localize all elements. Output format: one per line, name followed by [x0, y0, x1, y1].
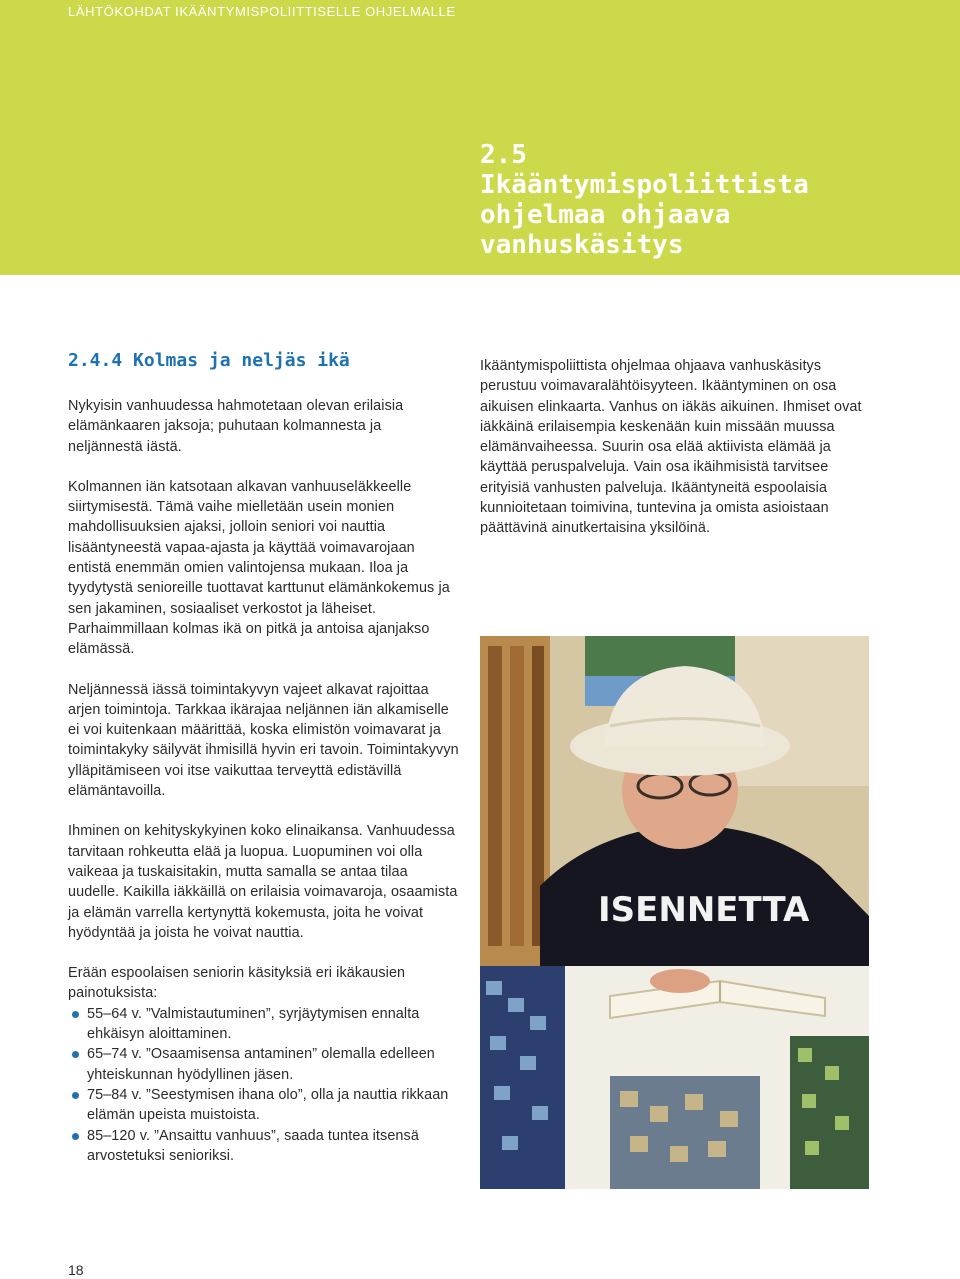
- list-item-text: 65–74 v. ”Osaamisensa antaminen” olemalla edelleen yhteiskunnan hyödyllinen jäsen.: [87, 1046, 435, 1083]
- body-paragraph: Ikääntymispoliittista ohjelmaa ohjaava vanhuskäsitys perustuu voimavaralähtöisyyteen. Ikääntyminen on osa aikuisen elinkaarta. Vanhus on iäkäs aikuinen. Ihmiset ovat iäkkäinä erilaisempia keskenään kuin missään muussa elämänvaiheessa. Suurin osa elää aktiivista elämää ja käyttää peruspalveluja. Vain osa ikäihmisistä tarvitsee erityisiä vanhusten palveluja. Ikääntyneitä espoolaisia kunnioitetaan toimivina, tuntevina ja omista asioistaan päättävinä ainutkertaisina yksilöinä.: [480, 358, 862, 537]
- age-stage-list: [68, 1004, 460, 1166]
- chapter-title-line: ohjelmaa ohjaava: [480, 200, 731, 230]
- header-banner: [0, 0, 960, 275]
- photo-senior-reading: [480, 636, 869, 1189]
- list-item: [68, 1126, 460, 1167]
- chapter-title-line: vanhuskäsitys: [480, 230, 684, 260]
- list-item: [68, 1085, 460, 1126]
- list-item: [68, 1004, 460, 1045]
- running-header: LÄHTÖKOHDAT IKÄÄNTYMISPOLIITTISELLE OHJELMALLE: [68, 4, 456, 19]
- chapter-title-line: Ikääntymispoliittista: [480, 170, 809, 200]
- shirt-text: ISENNETTA: [598, 890, 810, 930]
- page-number: 18: [68, 1262, 84, 1278]
- section-heading: 2.4.4 Kolmas ja neljäs ikä: [68, 350, 350, 371]
- list-item-text: 55–64 v. ”Valmistautuminen”, syrjäytymisen ennalta ehkäisyn aloittaminen.: [87, 1005, 420, 1043]
- list-item-text: 75–84 v. ”Seestymisen ihana olo”, olla ja nauttia rikkaan elämän upeista muistoista.: [87, 1086, 449, 1124]
- body-paragraph: Kolmannen iän katsotaan alkavan vanhuuseläkkeelle siirtymisestä. Tämä vaihe mielletään usein monien mahdollisuuksien ajaksi, jolloin seniori voi nauttia lisääntyneestä vapaa-ajasta ja käyttää voimavarojaan entistä enemmän omien valintojensa mukaan. Iloa ja tyydytystä senioreille tuottavat karttunut elämänkokemus ja sen jakaminen, sosiaaliset verkostot ja läheiset. Parhaimmillaan kolmas ikä on pitkä ja antoisa ajanjakso elämässä.: [68, 478, 450, 658]
- chapter-title: [480, 140, 809, 260]
- body-paragraph: Ihminen on kehityskykyinen koko elinaikansa. Vanhuudessa tarvitaan rohkeutta elää ja luopua. Luopuminen voi olla vaikeaa ja tuskaisitakin, mutta samalla se antaa tilaa uudelle. Kaikilla iäkkäillä on erilaisia voimavaroja, osaamista ja elämän varrella kertynyttä kokemusta, joita he voivat hyödyntää ja joista he voivat nauttia.: [68, 823, 458, 941]
- photo-illustration: [480, 636, 869, 1189]
- bullet-icon: [72, 1092, 79, 1099]
- bullet-icon: [72, 1051, 79, 1058]
- body-paragraph: Neljännessä iässä toimintakyvyn vajeet alkavat rajoittaa arjen toimintoja. Tarkkaa ikärajaa neljännen iän alkamiselle ei voi kuitenkaan määrittää, koska elimistön voimavarat ja toimintakyky säilyvät ihmisillä hyvin eri tavoin. Toimintakyvyn ylläpitämiseen voi itse vaikuttaa terveyttä edistävillä elämäntavoilla.: [68, 681, 459, 800]
- list-intro: Erään espoolaisen seniorin käsityksiä eri ikäkausien painotuksista:: [68, 965, 406, 1002]
- left-column: [68, 396, 460, 1166]
- right-column: [480, 356, 880, 539]
- bullet-icon: [72, 1133, 79, 1140]
- bullet-icon: [72, 1011, 79, 1018]
- chapter-title-line: 2.5: [480, 140, 527, 170]
- list-item-text: 85–120 v. ”Ansaittu vanhuus”, saada tuntea itsensä arvostetuksi senioriksi.: [87, 1127, 419, 1164]
- list-item: [68, 1044, 460, 1085]
- body-paragraph: Nykyisin vanhuudessa hahmotetaan olevan erilaisia elämänkaaren jaksoja; puhutaan kolmannesta ja neljännestä iästä.: [68, 398, 404, 455]
